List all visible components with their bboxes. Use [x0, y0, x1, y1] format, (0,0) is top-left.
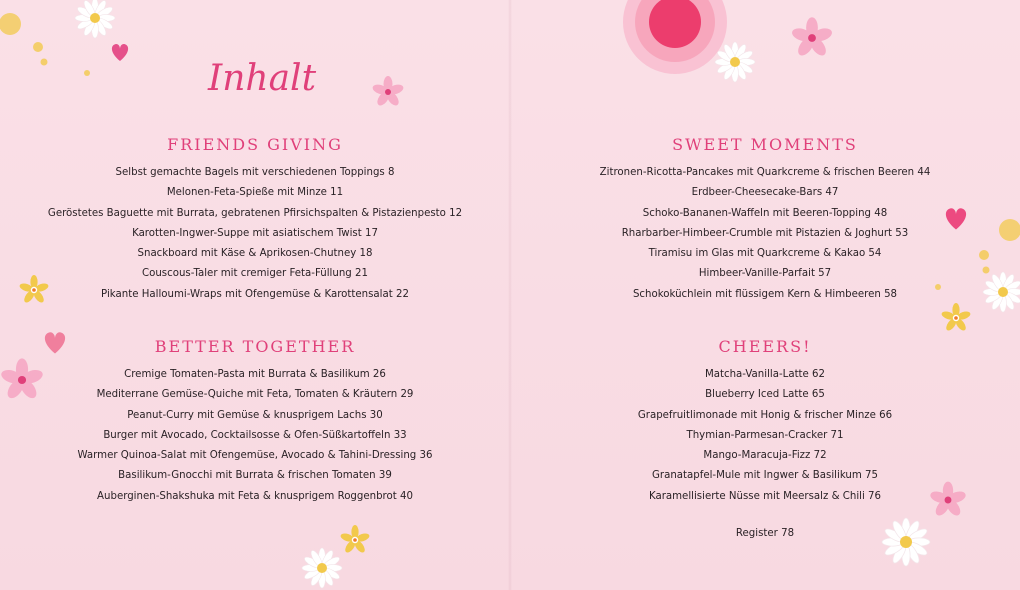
list-item: Karotten-Ingwer-Suppe mit asiatischem Twist 17	[132, 227, 378, 239]
list-item: Basilikum-Gnocchi mit Burrata & frischen Tomaten 39	[118, 470, 392, 482]
yellow-flower-icon	[19, 275, 50, 304]
pink-blossom-icon	[371, 76, 404, 108]
heart-icon	[112, 44, 128, 61]
heart-icon	[45, 332, 65, 353]
list-item: Couscous-Taler mit cremiger Feta-Füllung 21	[142, 268, 368, 280]
list-item: Selbst gemachte Bagels mit verschiedenen Toppings 8	[115, 167, 395, 178]
list-item: Warmer Quinoa-Salat mit Ofengemüse, Avocado & Tahini-Dressing 36	[77, 450, 433, 462]
heart-icon	[946, 208, 966, 229]
daisy-icon	[75, 0, 115, 38]
yellow-flower-icon	[340, 525, 371, 554]
list-item: Karamellisierte Nüsse mit Meersalz & Chili 76	[648, 490, 882, 502]
section-heading: FRIENDS GIVING	[167, 135, 343, 154]
list-item: Mango-Maracuja-Fizz 72	[703, 450, 827, 462]
list-item: Grapefruitlimonade mit Honig & frischer Minze 66	[637, 409, 893, 421]
list-item: Tiramisu im Glas mit Quarkcreme & Kakao 54	[648, 248, 882, 260]
daisy-icon	[983, 272, 1020, 312]
list-item: Schoko-Bananen-Waffeln mit Beeren-Topping 48	[642, 207, 888, 219]
list-item: Burger mit Avocado, Cocktailsosse & Ofen-Süßkartoffeln 33	[103, 429, 407, 441]
list-item: Melonen-Feta-Spieße mit Minze 11	[166, 187, 344, 199]
list-item: Zitronen-Ricotta-Pancakes mit Quarkcreme & frischen Beeren 44	[599, 167, 931, 178]
list-item: Granatapfel-Mule mit Ingwer & Basilikum 75	[652, 470, 878, 482]
daisy-icon	[302, 548, 342, 588]
list-item: Snackboard mit Käse & Aprikosen-Chutney 18	[137, 248, 373, 260]
list-item: Mediterrane Gemüse-Quiche mit Feta, Tomaten & Kräutern 29	[96, 389, 414, 401]
register-entry: Register 78	[735, 528, 795, 539]
list-item: Auberginen-Shakshuka mit Feta & knusprigem Roggenbrot 40	[97, 490, 413, 502]
daisy-icon	[882, 518, 930, 566]
list-item: Blueberry Iced Latte 65	[705, 389, 825, 401]
yellow-dot-icon	[0, 13, 90, 76]
list-item: Cremige Tomaten-Pasta mit Burrata & Basilikum 26	[124, 369, 386, 380]
list-item: Erdbeer-Cheesecake-Bars 47	[691, 187, 839, 199]
daisy-icon	[715, 42, 755, 82]
pink-blossom-icon	[0, 358, 44, 401]
page-title: Inhalt	[208, 58, 317, 99]
list-item: Geröstetes Baguette mit Burrata, gebratenen Pfirsichspalten & Pistazienpesto 12	[47, 207, 463, 219]
list-item: Thymian-Parmesan-Cracker 71	[686, 429, 844, 441]
list-item: Peanut-Curry mit Gemüse & knusprigem Lachs 30	[127, 409, 383, 421]
list-item: Matcha-Vanilla-Latte 62	[704, 369, 826, 380]
sun-flower-icon	[623, 0, 727, 74]
pink-blossom-icon	[790, 17, 833, 58]
yellow-flower-icon	[941, 303, 972, 332]
section-heading: SWEET MOMENTS	[672, 135, 858, 154]
section-heading: BETTER TOGETHER	[154, 337, 356, 356]
pink-blossom-icon	[929, 482, 967, 518]
list-item: Himbeer-Vanille-Parfait 57	[698, 268, 832, 280]
list-item: Rharbarber-Himbeer-Crumble mit Pistazien & Joghurt 53	[621, 227, 909, 239]
list-item: Pikante Halloumi-Wraps mit Ofengemüse & Karottensalat 22	[101, 288, 409, 300]
section-heading: CHEERS!	[718, 337, 812, 356]
list-item: Schokoküchlein mit flüssigem Kern & Himbeeren 58	[632, 288, 898, 300]
